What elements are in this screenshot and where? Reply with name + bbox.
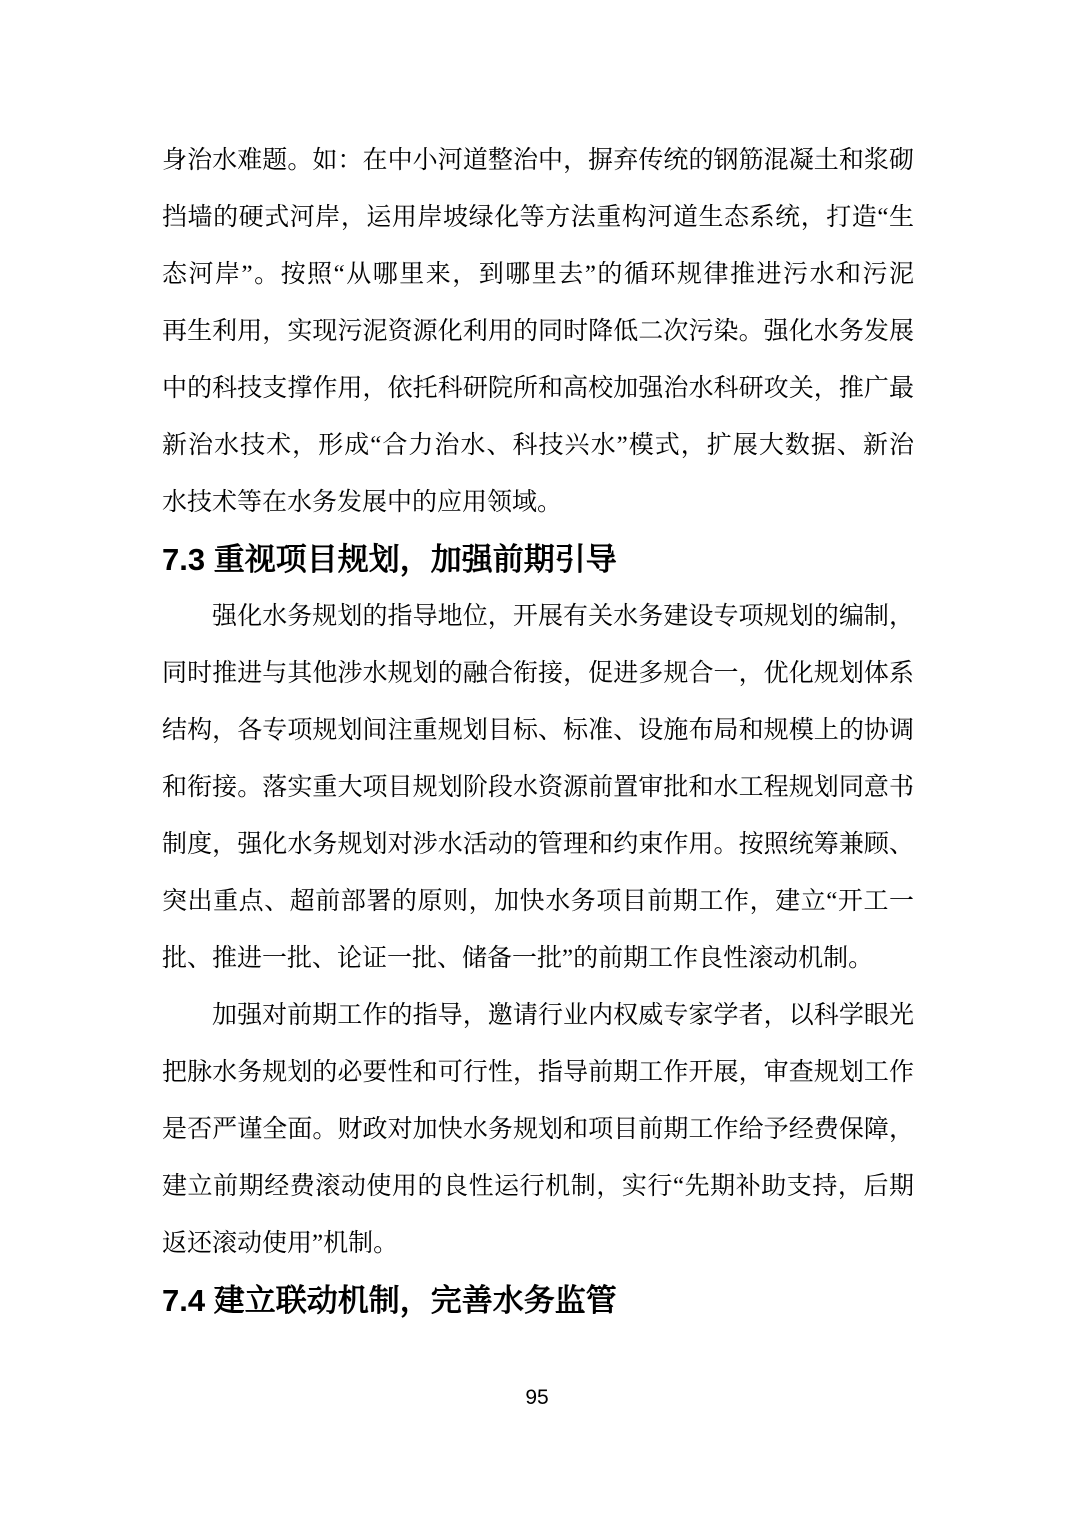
paragraph-1-line: 中的科技支撑作用，依托科研院所和高校加强治水科研攻关，推广最 (162, 375, 914, 402)
paragraph-3-line: 建立前期经费滚动使用的良性运行机制，实行“先期补助支持，后期 (162, 1173, 914, 1200)
paragraph-3-line: 是否严谨全面。财政对加快水务规划和项目前期工作给予经费保障， (162, 1116, 914, 1143)
paragraph-1-line: 挡墙的硬式河岸，运用岸坡绿化等方法重构河道生态系统，打造“生 (162, 204, 914, 231)
paragraph-2-line: 强化水务规划的指导地位，开展有关水务建设专项规划的编制， (212, 603, 914, 630)
paragraph-3 (162, 987, 914, 1272)
paragraph-1-line: 水技术等在水务发展中的应用领域。 (162, 489, 563, 516)
paragraph-3-line: 加强对前期工作的指导，邀请行业内权威专家学者，以科学眼光 (212, 1002, 914, 1029)
paragraph-1-line: 态河岸”。按照“从哪里来，到哪里去”的循环规律推进污水和污泥 (162, 261, 914, 288)
paragraph-2-line: 同时推进与其他涉水规划的融合衔接，促进多规合一，优化规划体系 (162, 660, 914, 687)
paragraph-1-line: 身治水难题。如：在中小河道整治中，摒弃传统的钢筋混凝土和浆砌 (162, 147, 914, 174)
paragraph-3-line: 把脉水务规划的必要性和可行性，指导前期工作开展，审查规划工作 (162, 1059, 914, 1086)
paragraph-2-line: 制度，强化水务规划对涉水活动的管理和约束作用。按照统筹兼顾、 (162, 831, 914, 858)
paragraph-3-line: 返还滚动使用”机制。 (162, 1230, 399, 1257)
page-number: 95 (525, 1386, 549, 1409)
section-heading-7-4: 7.4 建立联动机制，完善水务监管 (162, 1283, 617, 1318)
page-content (162, 132, 914, 1329)
paragraph-2-line: 批、推进一批、论证一批、储备一批”的前期工作良性滚动机制。 (162, 945, 874, 972)
paragraph-1-line: 再生利用，实现污泥资源化利用的同时降低二次污染。强化水务发展 (162, 318, 914, 345)
paragraph-1 (162, 132, 914, 531)
paragraph-2-line: 结构，各专项规划间注重规划目标、标准、设施布局和规模上的协调 (162, 717, 914, 744)
page-footer (0, 1386, 1074, 1410)
paragraph-2-line: 和衔接。落实重大项目规划阶段水资源前置审批和水工程规划同意书 (162, 774, 914, 801)
paragraph-2-line: 突出重点、超前部署的原则，加快水务项目前期工作，建立“开工一 (162, 888, 914, 915)
paragraph-2 (162, 588, 914, 987)
paragraph-1-line: 新治水技术，形成“合力治水、科技兴水”模式，扩展大数据、新治 (162, 432, 914, 459)
section-heading-7-3: 7.3 重视项目规划，加强前期引导 (162, 542, 617, 577)
